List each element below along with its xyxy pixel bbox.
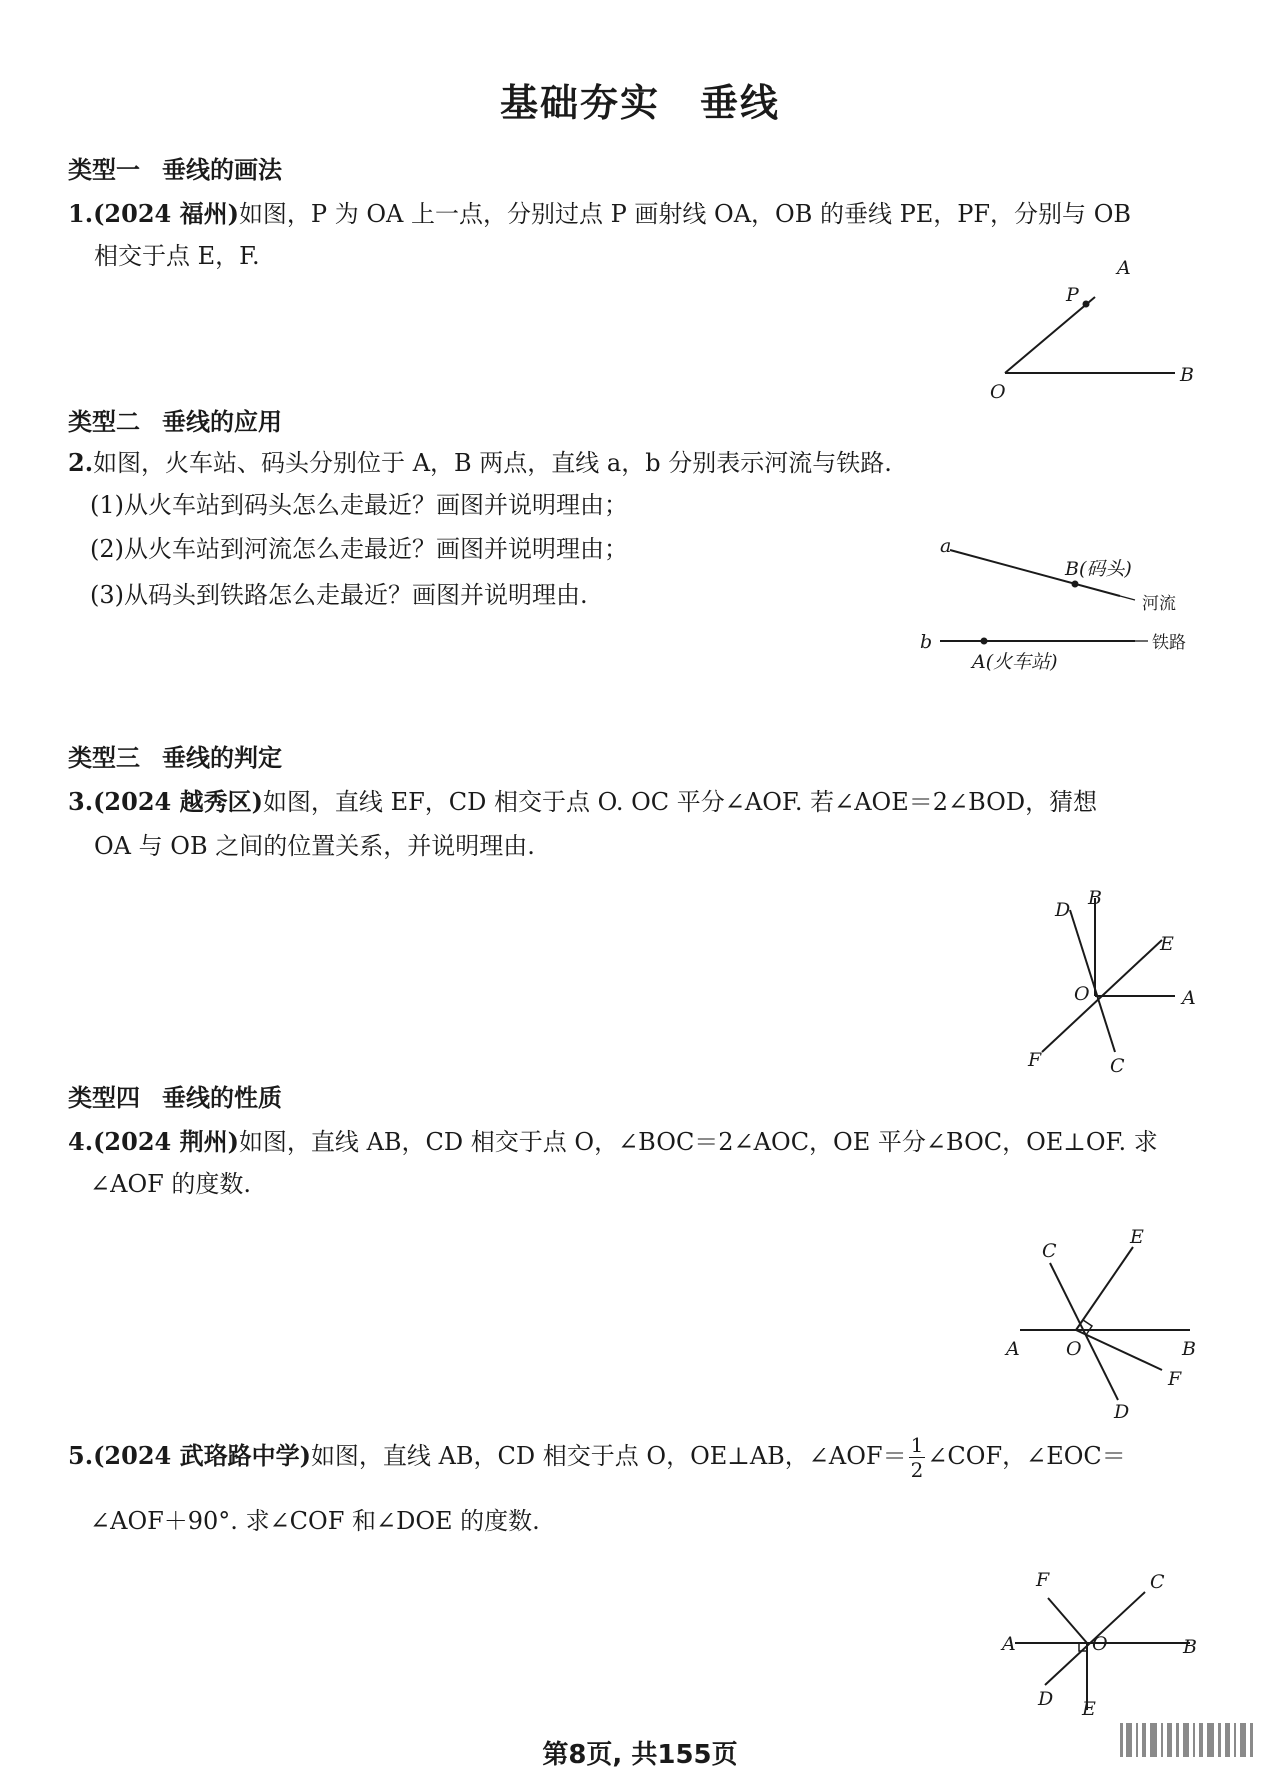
question-number: 3. — [68, 787, 94, 816]
section-label: 类型三 — [68, 743, 140, 772]
question-5-line-2: ∠AOF＋90°. 求∠COF 和∠DOE 的度数. — [90, 1507, 540, 1535]
question-text: 如图，P 为 OA 上一点，分别过点 P 画射线 OA，OB 的垂线 PE，PF，分别与 OB — [238, 200, 1132, 228]
question-1-line-1 — [68, 193, 1131, 235]
section-heading-4 — [68, 1078, 282, 1113]
question-3-line-1 — [68, 781, 1097, 823]
question-text-continued: ∠COF，∠EOC＝ — [927, 1442, 1126, 1470]
page-title: 基础夯实 垂线 — [499, 80, 780, 125]
page-footer: 第8页, 共155页 — [542, 1740, 738, 1770]
section-label: 类型四 — [68, 1083, 140, 1112]
question-source: (2024 越秀区) — [93, 787, 263, 816]
label-b: B — [1182, 1338, 1196, 1360]
section-name: 垂线的性质 — [162, 1083, 282, 1112]
figure-2 — [910, 530, 1210, 680]
section-name: 垂线的判定 — [162, 743, 282, 772]
label-o: O — [990, 381, 1006, 403]
label-a: A — [1006, 1338, 1020, 1360]
question-1-line-2: 相交于点 E，F. — [94, 242, 260, 270]
point-a-dot — [981, 638, 988, 645]
line-dc — [1070, 910, 1115, 1052]
figure-3 — [1000, 880, 1220, 1080]
ray-oa — [1005, 297, 1095, 373]
label-c: C — [1150, 1571, 1165, 1593]
label-e: E — [1160, 933, 1174, 955]
question-2-sub-1: (1)从火车站到码头怎么走最近？画图并说明理由； — [90, 491, 628, 519]
section-heading-1 — [68, 150, 282, 185]
question-4-line-2: ∠AOF 的度数. — [90, 1170, 252, 1198]
question-text: 如图，直线 EF，CD 相交于点 O. OC 平分∠AOF. 若∠AOE＝2∠BOD，猜想 — [262, 788, 1098, 816]
question-2-sub-3: (3)从码头到铁路怎么走最近？画图并说明理由. — [90, 581, 588, 609]
point-b-dot — [1072, 581, 1079, 588]
label-a-line: a — [940, 535, 952, 557]
section-name: 垂线的画法 — [162, 155, 282, 184]
section-name: 垂线的应用 — [162, 407, 282, 436]
ray-oe — [1076, 1247, 1133, 1330]
label-a-station: A(火车站) — [972, 651, 1058, 673]
label-d: D — [1114, 1401, 1130, 1423]
question-source: (2024 福州) — [93, 199, 239, 228]
label-river: 河流 — [1142, 594, 1176, 614]
question-2-line-1 — [68, 442, 892, 484]
label-e: E — [1082, 1698, 1096, 1720]
label-c: C — [1110, 1055, 1125, 1077]
label-f: F — [1028, 1049, 1042, 1071]
question-2-sub-2: (2)从火车站到河流怎么走最近？画图并说明理由； — [90, 535, 628, 563]
label-d: D — [1055, 899, 1071, 921]
question-source: (2024 荆州) — [93, 1127, 239, 1156]
label-f: F — [1168, 1368, 1182, 1390]
question-4-line-1 — [68, 1121, 1158, 1163]
question-number: 4. — [68, 1127, 94, 1156]
fraction-one-half — [909, 1435, 926, 1480]
section-label: 类型二 — [68, 407, 140, 436]
label-e: E — [1130, 1226, 1144, 1248]
question-source: (2024 武珞路中学) — [93, 1441, 311, 1470]
label-o: O — [1092, 1633, 1108, 1655]
section-label: 类型一 — [68, 155, 140, 184]
label-b-line: b — [920, 631, 933, 653]
ray-of — [1048, 1598, 1087, 1643]
question-number: 5. — [68, 1441, 94, 1470]
question-number: 2. — [68, 448, 94, 477]
label-b: B — [1088, 887, 1102, 909]
question-text: 如图，火车站、码头分别位于 A，B 两点，直线 a，b 分别表示河流与铁路. — [93, 449, 892, 477]
question-5-line-1 — [68, 1428, 1126, 1484]
question-text: 如图，直线 AB，CD 相交于点 O，∠BOC＝2∠AOC，OE 平分∠BOC，OE⊥OF. 求 — [238, 1128, 1158, 1156]
label-b: B — [1183, 1636, 1197, 1658]
question-text: 如图，直线 AB，CD 相交于点 O，OE⊥AB，∠AOF＝ — [310, 1442, 907, 1470]
section-heading-2 — [68, 402, 282, 437]
figure-4 — [990, 1225, 1220, 1423]
barcode-icon — [1120, 1723, 1255, 1757]
label-a: A — [1117, 257, 1131, 279]
label-f: F — [1036, 1569, 1050, 1591]
figure-5 — [990, 1560, 1220, 1730]
label-o: O — [1074, 983, 1090, 1005]
figure-1 — [980, 255, 1210, 403]
label-c: C — [1042, 1240, 1057, 1262]
question-3-line-2: OA 与 OB 之间的位置关系，并说明理由. — [94, 832, 535, 860]
label-b-dock: B(码头) — [1065, 558, 1132, 580]
label-a: A — [1002, 1633, 1016, 1655]
section-heading-3 — [68, 738, 282, 773]
label-b: B — [1180, 364, 1194, 386]
fraction-numerator: 1 — [910, 1433, 924, 1457]
label-railway: 铁路 — [1152, 633, 1186, 653]
fraction-denominator: 2 — [910, 1458, 924, 1482]
question-number: 1. — [68, 199, 94, 228]
label-p: P — [1066, 284, 1079, 306]
ray-of — [1076, 1330, 1162, 1370]
river-leader — [1120, 596, 1135, 600]
label-o: O — [1066, 1338, 1082, 1360]
label-a: A — [1182, 987, 1196, 1009]
label-d: D — [1038, 1688, 1054, 1710]
point-p-dot — [1083, 301, 1090, 308]
